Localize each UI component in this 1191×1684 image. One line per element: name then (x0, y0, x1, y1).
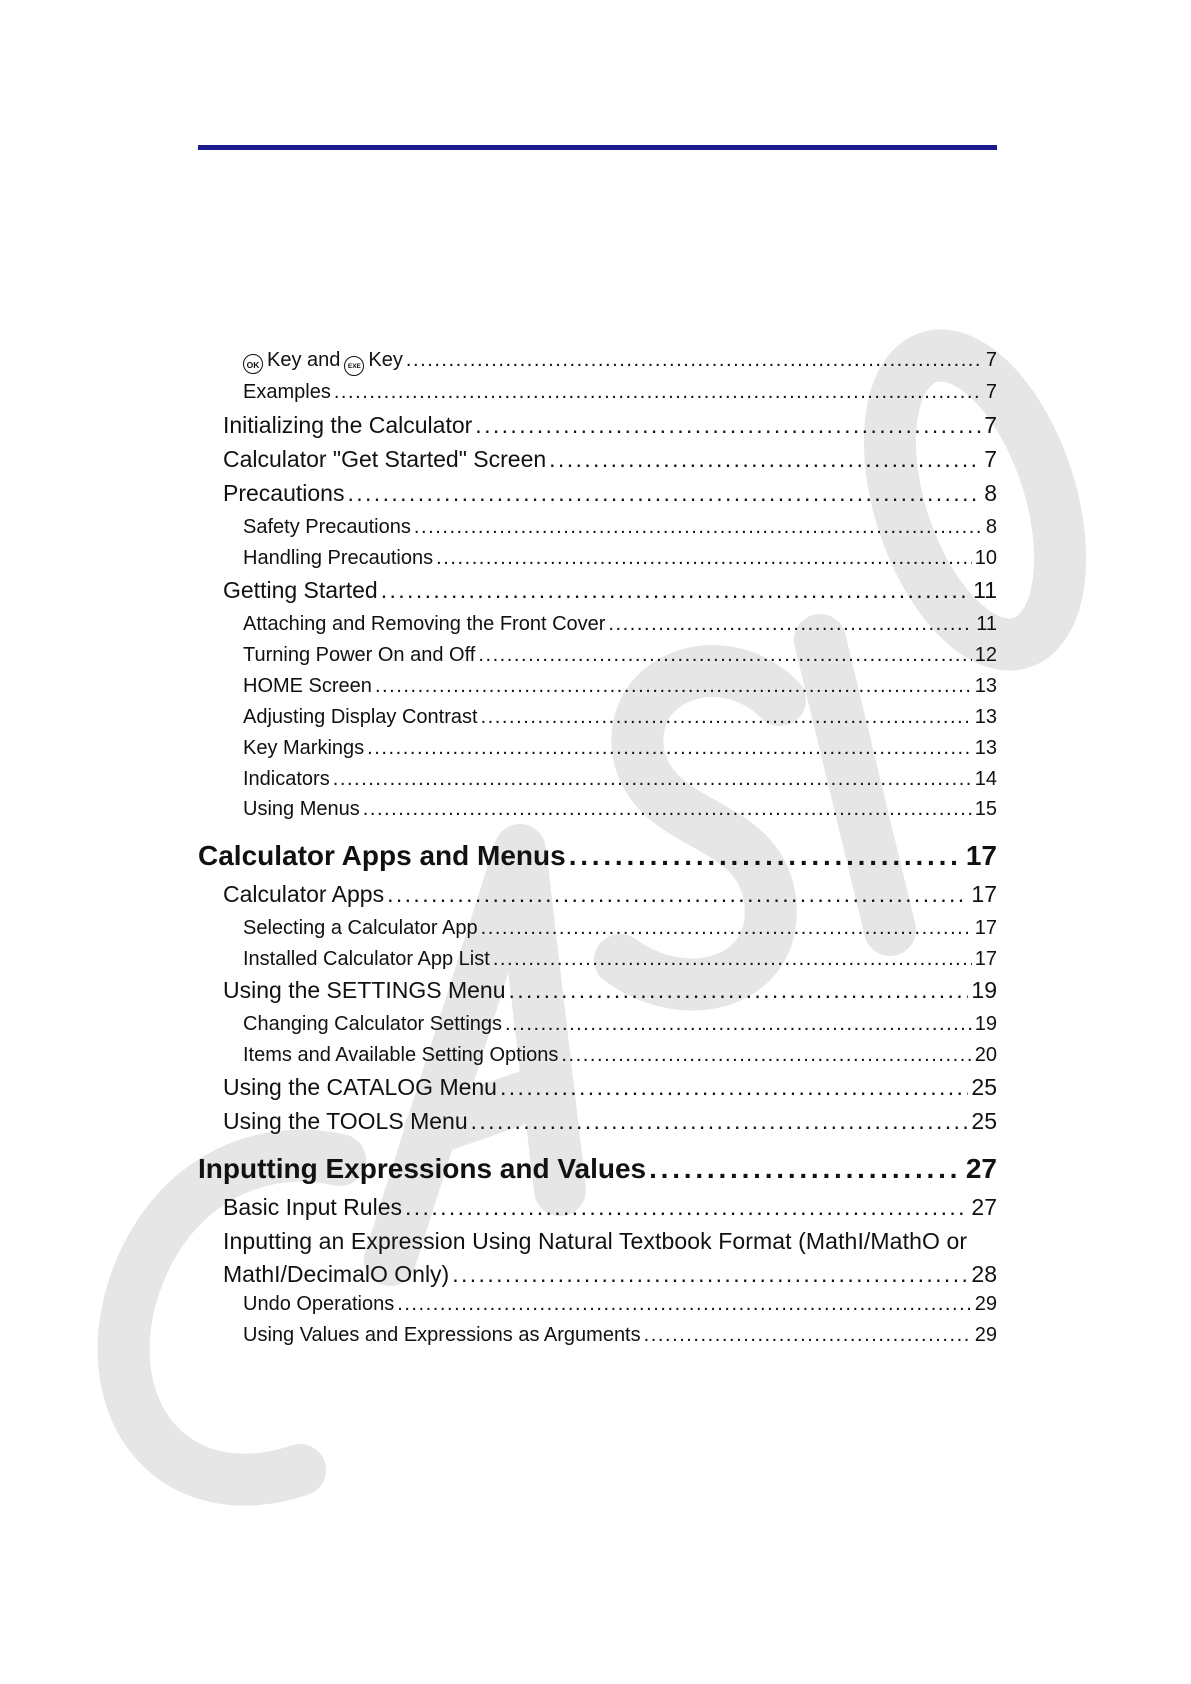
page-number: 8 (985, 516, 997, 538)
toc-entry-label: Getting Started (223, 577, 378, 603)
page-number: 11 (976, 613, 997, 635)
page-number: 25 (971, 1074, 997, 1100)
page-number: 19 (974, 1013, 997, 1035)
toc-entry-label: Using Values and Expressions as Arguments (243, 1324, 641, 1346)
leader-dots (406, 349, 983, 372)
leader-dots (569, 840, 963, 872)
page-number: 7 (985, 349, 997, 371)
leader-dots (375, 675, 972, 698)
toc-entry-home-screen[interactable] (243, 675, 997, 698)
toc-entry-label-line1: Inputting an Expression Using Natural Textbook Format (MathI/MathO or (223, 1228, 968, 1254)
page-number: 17 (974, 948, 997, 970)
toc-entry-label: Using Menus (243, 798, 360, 820)
toc-entry-label: Selecting a Calculator App (243, 917, 478, 939)
toc-entry-using-menus[interactable] (243, 798, 997, 821)
toc-entry-ok-exe-key[interactable] (243, 349, 997, 376)
ok-key-icon: OK (243, 354, 263, 374)
page-number: 15 (974, 798, 997, 820)
toc-entry-label: Undo Operations (243, 1293, 395, 1315)
toc-entry-items-options[interactable] (243, 1044, 997, 1067)
leader-dots (500, 1074, 968, 1101)
page-number: 17 (965, 840, 997, 871)
toc-entry-catalog-menu[interactable] (223, 1074, 997, 1101)
toc-entry-label: Initializing the Calculator (223, 412, 473, 438)
toc-entry-label: Turning Power On and Off (243, 644, 476, 666)
leader-dots (405, 1194, 968, 1221)
leader-dots (471, 1108, 969, 1135)
toc-entry-front-cover[interactable] (243, 613, 997, 636)
page-number: 14 (974, 768, 997, 790)
leader-dots (436, 547, 972, 570)
page-number: 13 (974, 737, 997, 759)
toc-entry-label: Precautions (223, 480, 345, 506)
toc-entry-safety-precautions[interactable] (243, 516, 997, 539)
leader-dots (608, 613, 973, 636)
header-rule (198, 145, 997, 150)
leader-dots (644, 1324, 972, 1347)
page-number: 29 (974, 1293, 997, 1315)
leader-dots (549, 446, 981, 473)
leader-dots (381, 577, 970, 604)
toc-entry-label-line2: MathI/DecimalO Only) (223, 1261, 450, 1287)
toc-entry-label (243, 349, 403, 376)
leader-dots (509, 977, 969, 1004)
toc-entry-label: Using the TOOLS Menu (223, 1108, 468, 1134)
toc-entry-getting-started[interactable] (223, 577, 997, 604)
page-number: 27 (965, 1153, 997, 1184)
leader-dots (481, 706, 972, 729)
toc-entry-label: Attaching and Removing the Front Cover (243, 613, 606, 635)
toc-entry-label: Key Markings (243, 737, 365, 759)
leader-dots (347, 480, 981, 507)
toc-entry-label: Indicators (243, 768, 330, 790)
leader-dots (561, 1044, 971, 1067)
toc-entry-handling-precautions[interactable] (243, 547, 997, 570)
leader-dots (649, 1153, 963, 1185)
toc-entry-power[interactable] (243, 644, 997, 667)
page-number: 12 (974, 644, 997, 666)
leader-dots (334, 381, 983, 404)
toc-entry-installed-list[interactable] (243, 948, 997, 971)
page-number: 17 (974, 917, 997, 939)
toc-entry-precautions[interactable] (223, 480, 997, 507)
page-number: 20 (974, 1044, 997, 1066)
page-number: 7 (984, 446, 997, 472)
leader-dots (367, 737, 972, 760)
toc-entry-label: HOME Screen (243, 675, 372, 697)
toc-entry-label: Installed Calculator App List (243, 948, 490, 970)
toc-entry-label: Handling Precautions (243, 547, 434, 569)
leader-dots (481, 917, 972, 940)
toc-entry-contrast[interactable] (243, 706, 997, 729)
page-number: 7 (984, 412, 997, 438)
toc-chapter-label: Inputting Expressions and Values (198, 1153, 647, 1184)
toc-entry-arguments[interactable] (243, 1324, 997, 1347)
toc-chapter-apps-menus[interactable] (198, 840, 997, 872)
toc-entry-label: Calculator "Get Started" Screen (223, 446, 547, 472)
toc-entry-label: Basic Input Rules (223, 1194, 402, 1220)
page-number: 10 (974, 547, 997, 569)
toc-entry-basic-rules[interactable] (223, 1194, 997, 1221)
toc-entry-label: Examples (243, 381, 331, 403)
toc-entry-examples[interactable] (243, 381, 997, 404)
toc-entry-text: Key (368, 349, 403, 371)
page-number: 13 (974, 706, 997, 728)
toc-entry-label: Adjusting Display Contrast (243, 706, 478, 728)
toc-entry-tools-menu[interactable] (223, 1108, 997, 1135)
toc-entry-key-markings[interactable] (243, 737, 997, 760)
leader-dots (478, 644, 971, 667)
page-number: 27 (971, 1194, 997, 1220)
toc-entry-selecting-app[interactable] (243, 917, 997, 940)
toc-entry-label: Safety Precautions (243, 516, 411, 538)
toc-entry-calculator-apps[interactable] (223, 881, 997, 908)
toc-entry-indicators[interactable] (243, 768, 997, 791)
page-number: 11 (973, 577, 997, 603)
toc-entry-natural-textbook[interactable] (223, 1225, 997, 1291)
leader-dots (505, 1013, 972, 1036)
toc-entry-undo[interactable] (243, 1293, 997, 1316)
leader-dots (387, 881, 968, 908)
toc-chapter-label: Calculator Apps and Menus (198, 840, 566, 871)
leader-dots (333, 768, 972, 791)
leader-dots (363, 798, 972, 821)
toc-entry-changing-settings[interactable] (243, 1013, 997, 1036)
toc-entry-label: Changing Calculator Settings (243, 1013, 503, 1035)
page-number: 13 (974, 675, 997, 697)
page-number: 25 (971, 1108, 997, 1134)
page-number: 7 (985, 381, 997, 403)
page-number: 8 (984, 480, 997, 506)
exe-key-icon: EXE (344, 356, 364, 376)
leader-dots (475, 412, 981, 439)
toc-entry-settings-menu[interactable] (223, 977, 997, 1004)
toc-chapter-inputting[interactable] (198, 1153, 997, 1185)
page-number: 17 (971, 881, 997, 907)
page-number: 29 (974, 1324, 997, 1346)
toc-entry-get-started-screen[interactable] (223, 446, 997, 473)
toc-entry-label: Using the SETTINGS Menu (223, 977, 506, 1003)
toc-entry-initializing[interactable] (223, 412, 997, 439)
toc-entry-label: Items and Available Setting Options (243, 1044, 559, 1066)
leader-dots (452, 1258, 968, 1291)
toc-entry-text: Key and (267, 349, 341, 371)
toc-entry-label: Using the CATALOG Menu (223, 1074, 497, 1100)
page-number: 28 (971, 1261, 997, 1287)
toc-entry-line2 (223, 1258, 997, 1291)
leader-dots (493, 948, 972, 971)
leader-dots (414, 516, 983, 539)
leader-dots (397, 1293, 972, 1316)
toc-entry-label: Calculator Apps (223, 881, 385, 907)
page-number: 19 (971, 977, 997, 1003)
